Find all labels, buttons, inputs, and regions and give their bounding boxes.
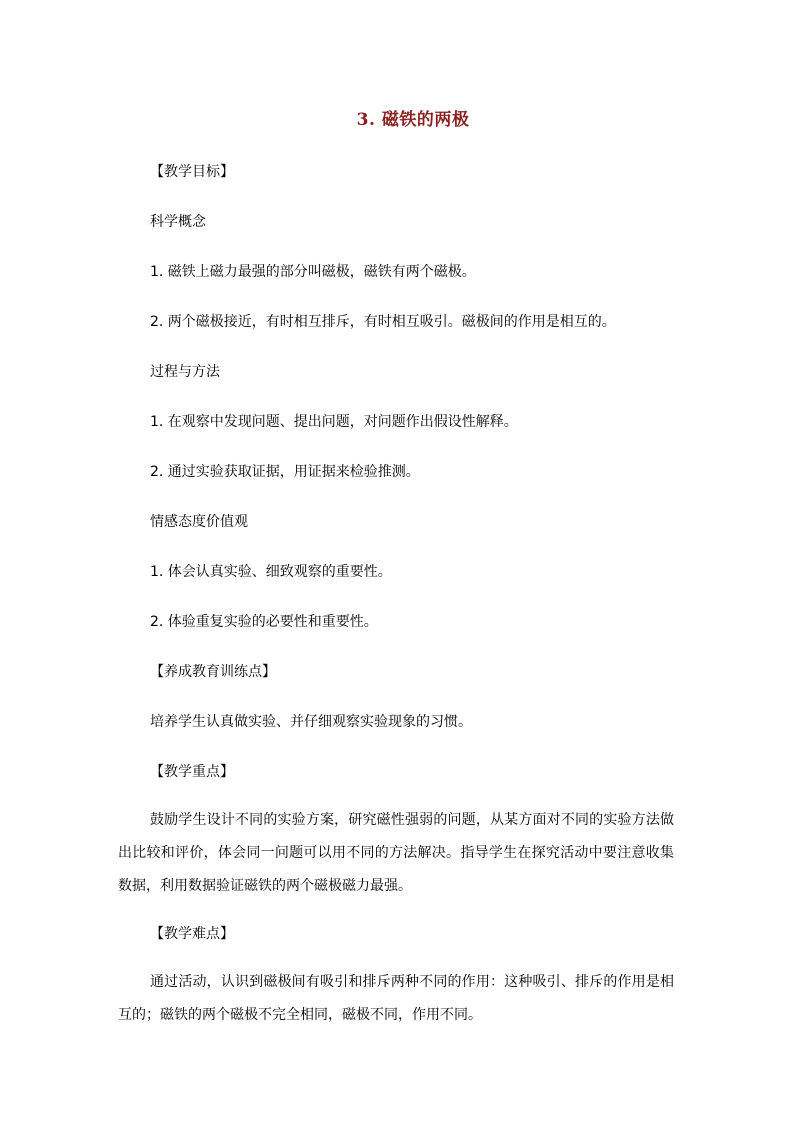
process-heading: 过程与方法 — [150, 364, 220, 380]
difficulty-heading: 【教学难点】 — [150, 926, 234, 942]
concept-heading: 科学概念 — [150, 214, 206, 230]
habit-text: 培养学生认真做实验、并仔细观察实验现象的习惯。 — [150, 714, 472, 730]
page-title: 3. 磁铁的两极 — [356, 110, 470, 130]
objectives-heading: 【教学目标】 — [150, 164, 234, 180]
focus-heading: 【教学重点】 — [150, 764, 234, 780]
attitude-item-1: 1. 体会认真实验、细致观察的重要性。 — [150, 564, 392, 580]
focus-paragraph: 鼓励学生设计不同的实验方案，研究磁性强弱的问题，从某方面对不同的实验方法做出比较和评价，体会同一问题可以用不同的方法解决。指导学生在探究活动中要注意收集数据，利用数据验证磁铁的两个磁极磁力最强。 — [118, 812, 674, 894]
process-item-2: 2. 通过实验获取证据，用证据来检验推测。 — [150, 464, 420, 480]
concept-item-2: 2. 两个磁极接近，有时相互排斥，有时相互吸引。磁极间的作用是相互的。 — [150, 314, 616, 330]
habit-heading: 【养成教育训练点】 — [150, 664, 276, 680]
process-item-1: 1. 在观察中发现问题、提出问题，对问题作出假设性解释。 — [150, 414, 518, 430]
difficulty-paragraph: 通过活动，认识到磁极间有吸引和排斥两种不同的作用：这种吸引、排斥的作用是相互的；磁铁的两个磁极不完全相同，磁极不同，作用不同。 — [118, 974, 674, 1023]
attitude-item-2: 2. 体验重复实验的必要性和重要性。 — [150, 614, 378, 630]
attitude-heading: 情感态度价值观 — [150, 514, 248, 530]
concept-item-1: 1. 磁铁上磁力最强的部分叫磁极，磁铁有两个磁极。 — [150, 264, 476, 280]
